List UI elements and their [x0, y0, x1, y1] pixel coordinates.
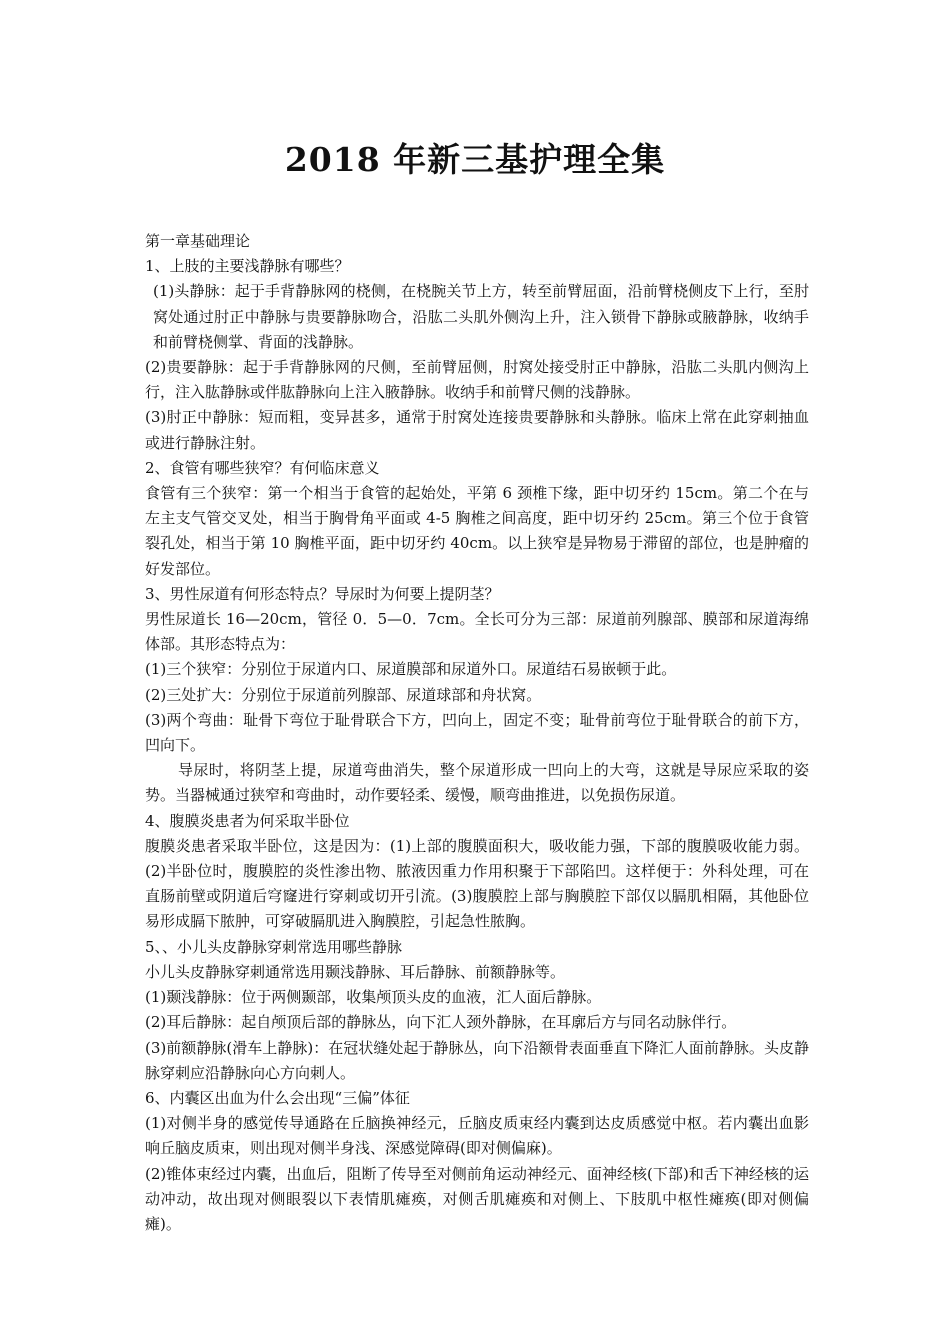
- answer-1-paragraph-1: (1)头静脉：起于手背静脉网的桡侧，在桡腕关节上方，转至前臂屈面，沿前臂桡侧皮下上行，至肘窝处通过肘正中静脉与贵要静脉吻合，沿肱二头肌外侧沟上升，注入锁骨下静脉或腋静脉，收纳手和前臂桡侧掌、背面的浅静脉。: [153, 282, 809, 351]
- answer-5-paragraph-4: (3)前额静脉(滑车上静脉)：在冠状缝处起于静脉丛，向下沿额骨表面垂直下降汇人面前静脉。头皮静脉穿刺应沿静脉向心方向刺人。: [145, 1038, 809, 1082]
- chapter-heading: 第一章基础理论: [145, 232, 251, 250]
- answer-3-paragraph-2: (1)三个狭窄：分别位于尿道内口、尿道膜部和尿道外口。尿道结石易嵌顿于此。: [145, 660, 677, 679]
- answer-5-paragraph-1: 小儿头皮静脉穿刺通常选用颞浅静脉、耳后静脉、前额静脉等。: [145, 962, 566, 981]
- answer-6-paragraph-2: (2)锥体束经过内囊，出血后，阻断了传导至对侧前角运动神经元、面神经核(下部)和舌下神经核的运动冲动，故出现对侧眼裂以下表情肌瘫痪，对侧舌肌瘫痪和对侧上、下肢肌中枢性瘫痪(即对侧偏瘫)。: [145, 1164, 809, 1233]
- document-body: [145, 229, 809, 1237]
- answer-4-paragraph-1: 腹膜炎患者采取半卧位，这是因为：(1)上部的腹膜面积大，吸收能力强，下部的腹膜吸收能力弱。(2)半卧位时，腹膜腔的炎性渗出物、脓液因重力作用积聚于下部陷凹。这样便于：外科处理，可在直肠前壁或阴道后穹窿进行穿刺或切开引流。(3)腹膜腔上部与胸膜腔下部仅以膈肌相隔，其他卧位易形成膈下脓肿，可穿破膈肌进入胸膜腔，引起急性脓胸。: [145, 836, 809, 931]
- question-5: 5、、小儿头皮静脉穿刺常选用哪些静脉: [145, 937, 403, 956]
- question-3: 3、男性尿道有何形态特点？导尿时为何要上提阴茎？: [145, 584, 500, 603]
- question-4: 4、腹膜炎患者为何采取半卧位: [145, 811, 350, 830]
- answer-3-paragraph-4: (3)两个弯曲：耻骨下弯位于耻骨联合下方，凹向上，固定不变；耻骨前弯位于耻骨联合的前下方，凹向下。: [145, 710, 809, 755]
- answer-2-paragraph-1: 食管有三个狭窄：第一个相当于食管的起始处，平第 6 颈椎下缘，距中切牙约 15cm。第二个在与左主支气管交叉处，相当于胸骨角平面或 4-5 胸椎之间高度，距中切牙约 25cm。第三个位于食管裂孔处，相当于第 10 胸椎平面，距中切牙约 40cm。以上狭窄是异物易于滞留的部位，也是肿瘤的好发部位。: [145, 484, 809, 578]
- answer-6-paragraph-1: (1)对侧半身的感觉传导通路在丘脑换神经元，丘脑皮质束经内囊到达皮质感觉中枢。若内囊出血影响丘脑皮质束，则出现对侧半身浅、深感觉障碍(即对侧偏麻)。: [145, 1114, 809, 1158]
- answer-5-paragraph-3: (2)耳后静脉：起自颅顶后部的静脉丛，向下汇人颈外静脉，在耳廓后方与同名动脉伴行。: [145, 1013, 737, 1032]
- question-2: 2、食管有哪些狭窄？有何临床意义: [145, 458, 380, 477]
- document-title: 2018 年新三基护理全集: [284, 140, 666, 179]
- question-1: 1、上肢的主要浅静脉有哪些？: [145, 257, 350, 276]
- question-6: 6、内囊区出血为什么会出现“三偏”体征: [145, 1088, 410, 1107]
- answer-5-paragraph-2: (1)颞浅静脉：位于两侧颞部，收集颅顶头皮的血液，汇人面后静脉。: [145, 988, 602, 1007]
- answer-1-paragraph-2: (2)贵要静脉：起于手背静脉网的尺侧，至前臂屈侧，肘窝处接受肘正中静脉，沿肱二头肌内侧沟上行，注入肱静脉或伴肱静脉向上注入腋静脉。收纳手和前臂尺侧的浅静脉。: [145, 358, 809, 402]
- answer-1-paragraph-3: (3)肘正中静脉：短而粗，变异甚多，通常于肘窝处连接贵要静脉和头静脉。临床上常在此穿刺抽血或进行静脉注射。: [145, 408, 809, 452]
- answer-3-paragraph-3: (2)三处扩大：分别位于尿道前列腺部、尿道球部和舟状窝。: [145, 685, 542, 704]
- answer-3-paragraph-1: 男性尿道长 16—20cm，管径 0．5—0．7cm。全长可分为三部：尿道前列腺部、膜部和尿道海绵体部。其形态特点为：: [145, 610, 809, 654]
- answer-3-paragraph-5: 导尿时，将阴茎上提，尿道弯曲消失，整个尿道形成一凹向上的大弯，这就是导尿应采取的姿势。当器械通过狭窄和弯曲时，动作要轻柔、缓慢，顺弯曲推进，以免损伤尿道。: [145, 761, 809, 805]
